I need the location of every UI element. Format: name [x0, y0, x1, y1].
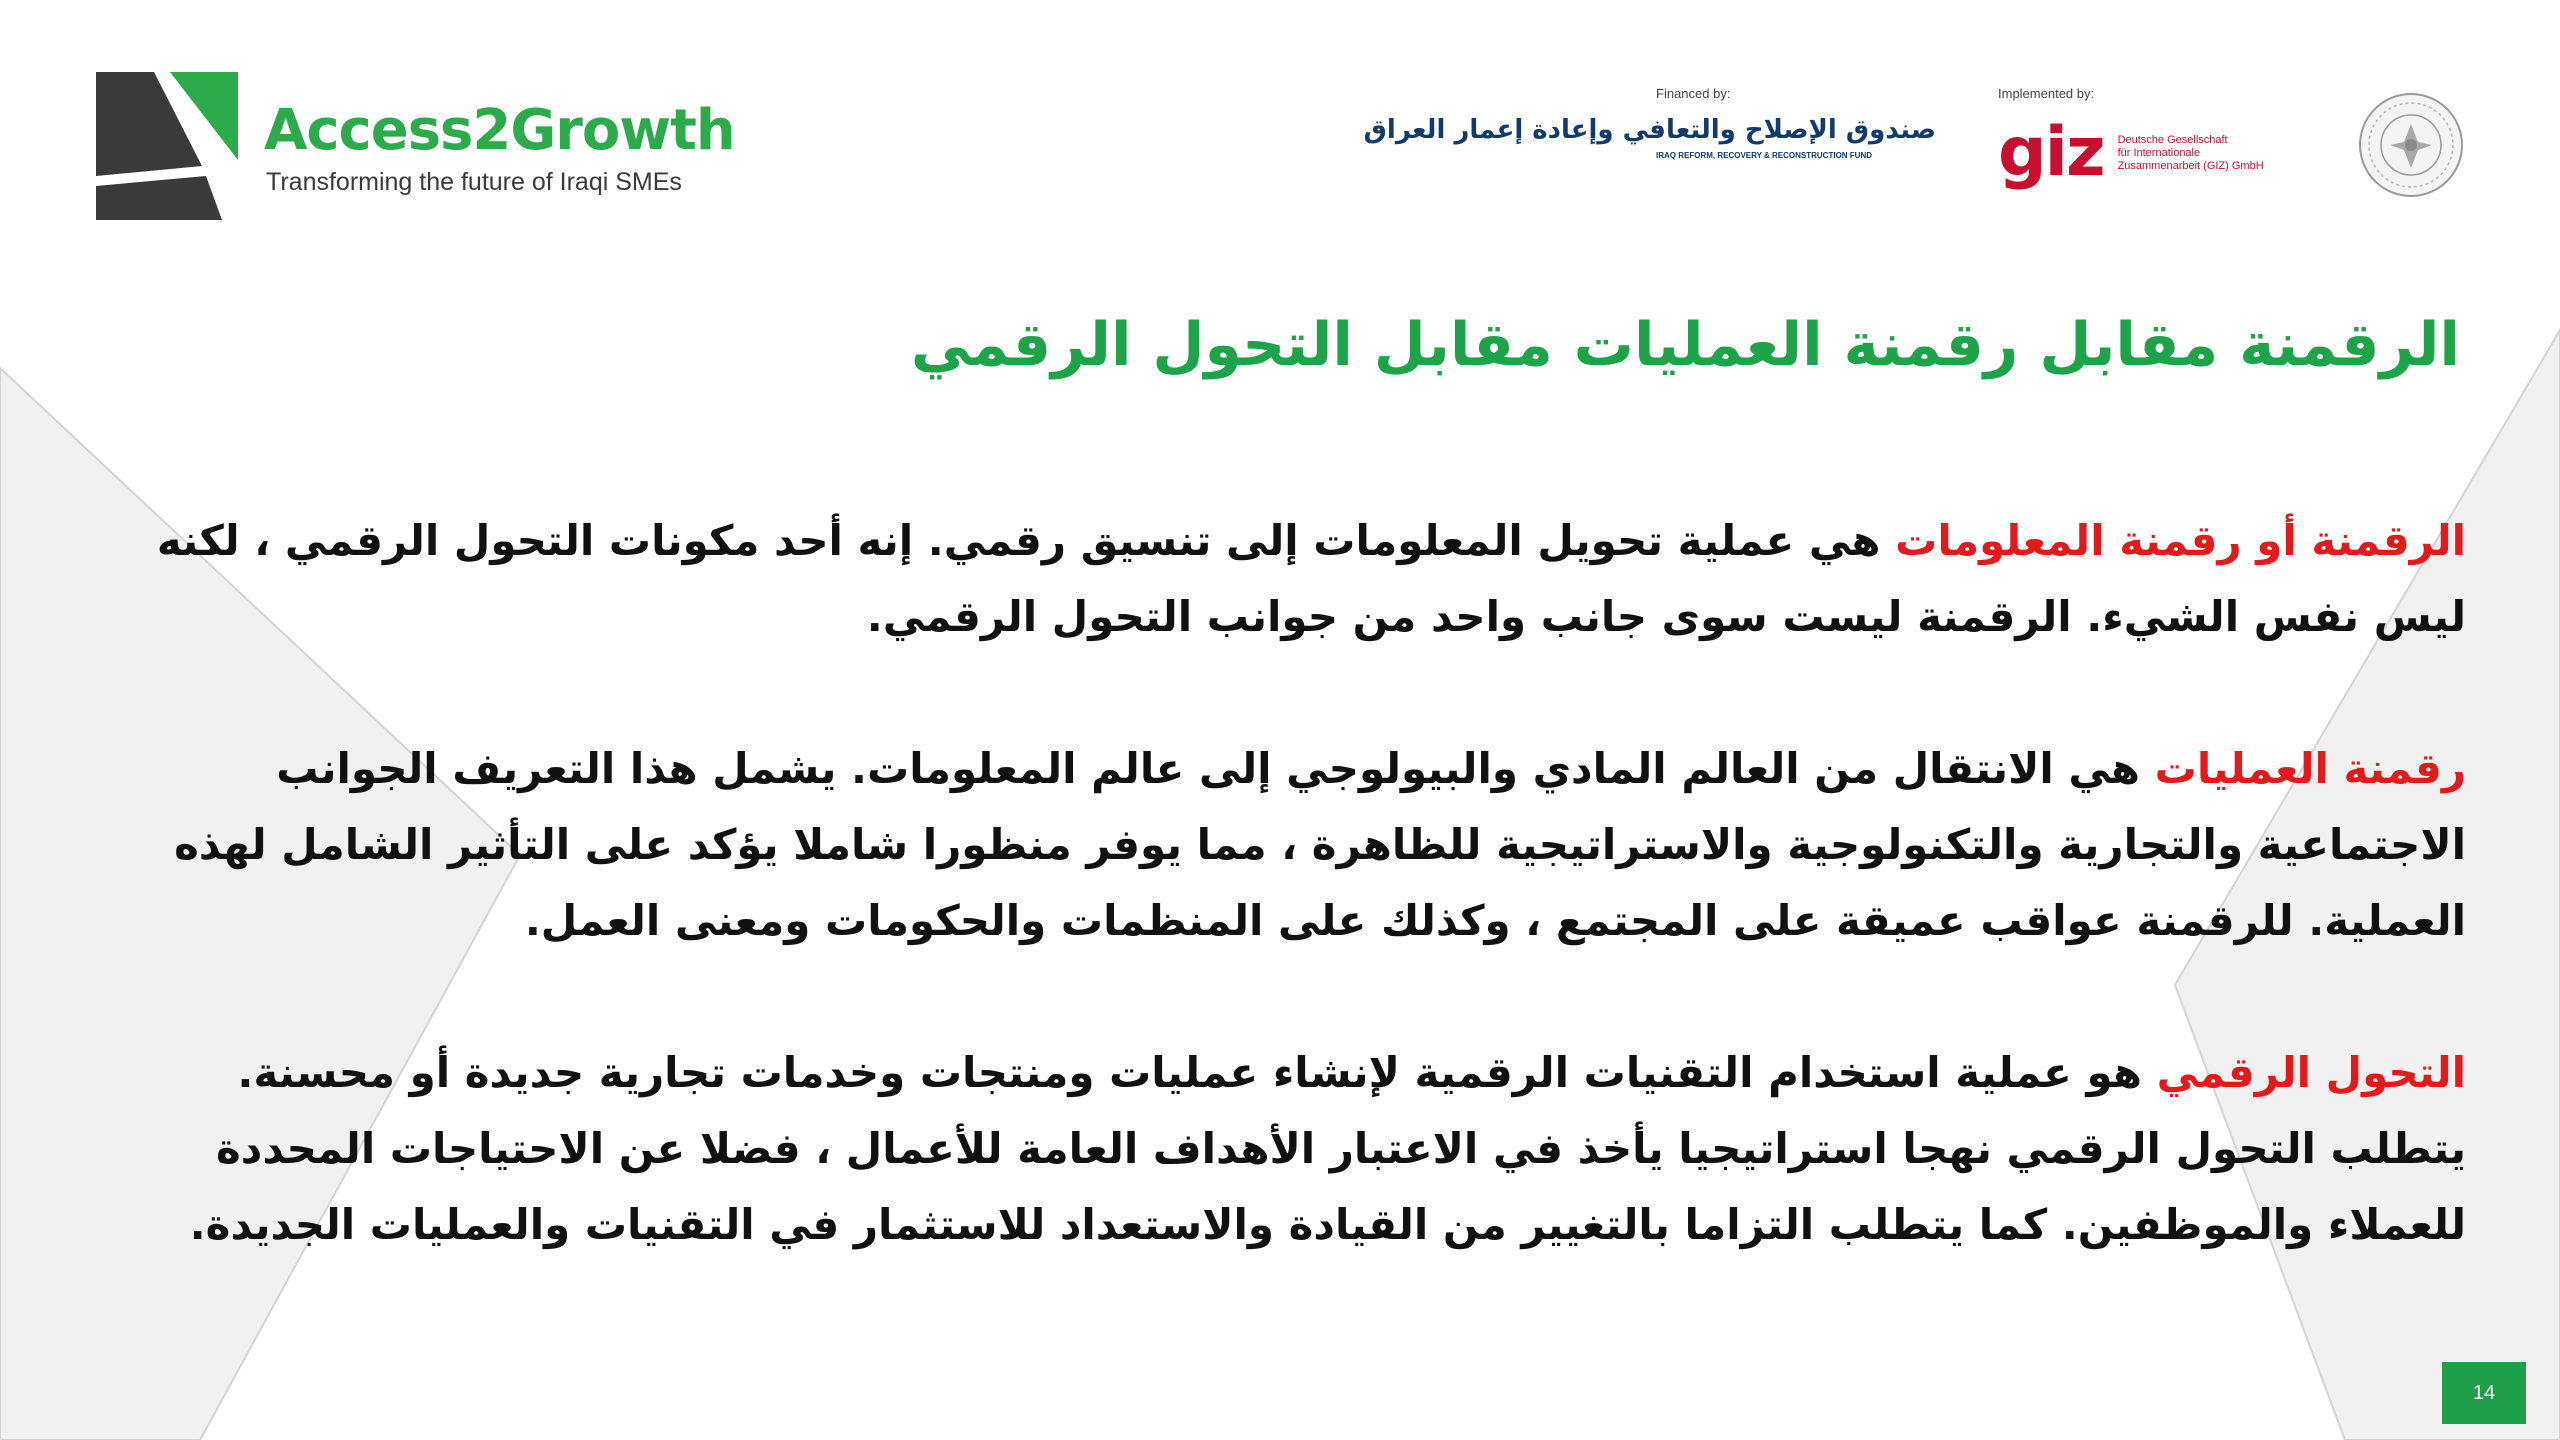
- paragraph-line: رقمنة العمليات هي الانتقال من العالم المادي والبيولوجي إلى عالم المعلومات. يشمل هذا التعريف الجوانب: [276, 744, 2466, 793]
- giz-full-name: Deutsche Gesellschaft für Internationale Zusammenarbeit (GIZ) GmbH: [2117, 133, 2264, 172]
- brand-tagline: Transforming the future of Iraqi SMEs: [266, 168, 682, 196]
- paragraph-line: الاجتماعية والتجارية والتكنولوجية والاستراتيجية للظاهرة ، مما يوفر منظورا شاملا يؤكد على التأثير الشامل لهذه: [174, 820, 2466, 869]
- financier-logo: [1363, 86, 1936, 206]
- paragraph-digital-transformation: [96, 1035, 2466, 1263]
- paragraph-line: الرقمنة أو رقمنة المعلومات هي عملية تحويل المعلومات إلى تنسيق رقمي. إنه أحد مكونات التحول الرقمي ، لكنه: [156, 516, 2466, 565]
- page-number-badge: 14: [2442, 1362, 2526, 1424]
- implementer-logo: [1998, 86, 2328, 206]
- fund-name-english: IRAQ REFORM, RECOVERY & RECONSTRUCTION FUND: [1656, 151, 1873, 160]
- paragraph-line: العملية. للرقمنة عواقب عميقة على المجتمع ، وكذلك على المنظمات والحكومات ومعنى العمل.: [524, 896, 2466, 945]
- paragraph-line: للعملاء والموظفين. كما يتطلب التزاما بالتغيير من القيادة والاستعداد للاستثمار في التقنيات والعمليات الجديدة.: [189, 1200, 2466, 1249]
- government-seal-icon: [2358, 92, 2464, 198]
- fund-name-arabic: صندوق الإصلاح والتعافي وإعادة إعمار العراق: [1363, 115, 1936, 145]
- implemented-by-caption: Implemented by:: [1998, 86, 2095, 101]
- brand-name: Access2Growth: [264, 98, 735, 163]
- slide-body: [96, 503, 2466, 1263]
- access2growth-mark-icon: [92, 68, 242, 220]
- term-digitalization: رقمنة العمليات: [2154, 744, 2466, 793]
- paragraph-line: يتطلب التحول الرقمي نهجا استراتيجيا يأخذ في الاعتبار الأهداف العامة للأعمال ، فضلا عن الاحتياجات المحددة: [216, 1124, 2466, 1173]
- paragraph-line: ليس نفس الشيء. الرقمنة ليست سوى جانب واحد من جوانب التحول الرقمي.: [866, 592, 2466, 641]
- paragraph-line: التحول الرقمي هو عملية استخدام التقنيات الرقمية لإنشاء عمليات ومنتجات وخدمات تجارية جديدة أو محسنة.: [237, 1048, 2466, 1097]
- giz-logo: giz: [1998, 113, 2104, 192]
- financed-by-caption: Financed by:: [1656, 86, 1731, 101]
- term-digitization: الرقمنة أو رقمنة المعلومات: [1895, 516, 2466, 565]
- paragraph-digitalization: [96, 731, 2466, 959]
- access2growth-logo: [92, 68, 735, 228]
- term-digital-transformation: التحول الرقمي: [2156, 1048, 2466, 1097]
- slide-title: الرقمنة مقابل رقمنة العمليات مقابل التحول الرقمي: [910, 310, 2460, 380]
- paragraph-digitization: [96, 503, 2466, 655]
